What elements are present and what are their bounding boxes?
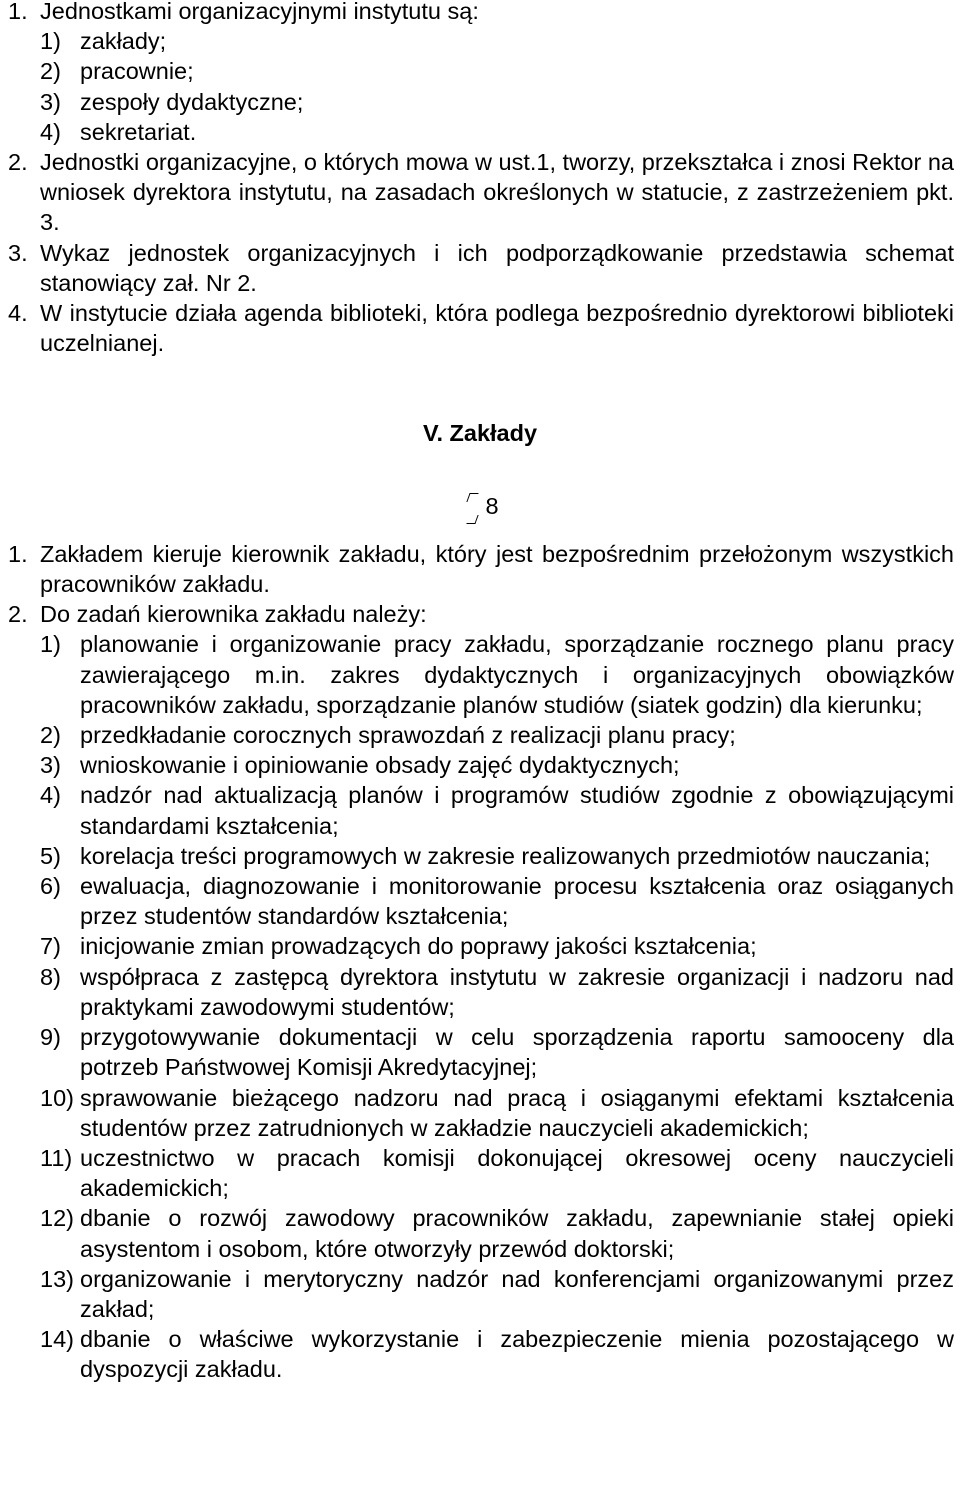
sub-item-text: uczestnictwo w pracach komisji dokonującej okresowej oceny nauczycieli akademickich;	[80, 1144, 954, 1202]
sub-item-number: 3)	[40, 88, 61, 115]
sub-item-number: 14)	[40, 1326, 74, 1353]
sub-item-number: 4)	[40, 782, 61, 809]
sub-item	[0, 117, 960, 147]
sub-item-text: przedkładanie corocznych sprawozdań z realizacji planu pracy;	[80, 722, 736, 749]
list-item-1	[0, 539, 960, 599]
sub-item-text: ewaluacja, diagnozowanie i monitorowanie procesu kształcenia oraz osiąganych przez studentów standardów kształcenia;	[80, 873, 954, 930]
sub-item-number: 1)	[40, 631, 61, 658]
sub-item-number: 12)	[40, 1205, 74, 1232]
sub-item-text: nadzór nad aktualizacją planów i programów studiów zgodnie z obowiązującymi standardami kształcenia;	[80, 782, 954, 839]
sub-item	[0, 931, 960, 961]
item-text: Wykaz jednostek organizacyjnych i ich podporządkowanie przedstawia schemat stanowiący zał. Nr 2.	[40, 239, 954, 296]
item-text: W instytucie działa agenda biblioteki, która podlega bezpośrednio dyrektorowi biblioteki uczelnianej.	[40, 300, 954, 357]
sub-item-text: dbanie o rozwój zawodowy pracowników zakładu, zapewnianie stałej opieki asystentom i osobom, które otworzyły przewód doktorski;	[80, 1205, 954, 1262]
sub-item	[0, 629, 960, 720]
sub-item-text: sprawowanie bieżącego nadzoru nad pracą i osiąganymi efektami kształcenia studentów przez zatrudnionych w zakładzie nauczycieli akademickich;	[80, 1084, 954, 1141]
sub-item-number: 6)	[40, 873, 61, 900]
sub-item	[0, 962, 960, 1022]
sub-item	[0, 1264, 960, 1324]
item-number: 2.	[8, 601, 28, 628]
sub-item-number: 7)	[40, 933, 61, 960]
sub-item-text: dbanie o właściwe wykorzystanie i zabezpieczenie mienia pozostającego w dyspozycji zakładu.	[80, 1326, 954, 1383]
sub-item-text: współpraca z zastępcą dyrektora instytutu w zakresie organizacji i nadzoru nad praktykami zawodowymi studentów;	[80, 963, 954, 1020]
item-text: Jednostki organizacyjne, o których mowa w ust.1, tworzy, przekształca i znosi Rektor na wniosek dyrektora instytutu, na zasadach określonych w statucie, z zastrzeżeniem pkt. 3.	[40, 149, 954, 236]
sub-item	[0, 1022, 960, 1082]
item-text: Zakładem kieruje kierownik zakładu, który jest bezpośrednim przełożonym wszystkich pracowników zakładu.	[40, 540, 954, 598]
sub-item	[0, 750, 960, 780]
item-number: 2.	[8, 149, 28, 176]
sub-item-text: sekretariat.	[80, 118, 197, 145]
sub-item-text: zakłady;	[80, 28, 167, 55]
list-item-4	[0, 298, 960, 358]
sub-item-text: wnioskowanie i opiniowanie obsady zajęć dydaktycznych;	[80, 752, 680, 779]
sub-item-text: planowanie i organizowanie pracy zakładu, sporządzanie rocznego planu pracy zawierającego m.in. zakres dydaktycznych i organizacyjnych obowiązków pracowników zakładu, sporządzanie planów studiów (siatek godzin) dla kierunku;	[80, 631, 954, 718]
sub-item-text: inicjowanie zmian prowadzących do poprawy jakości kształcenia;	[80, 933, 757, 960]
sub-item	[0, 841, 960, 871]
sub-item-number: 2)	[40, 58, 61, 85]
sub-item-number: 11)	[40, 1144, 73, 1171]
sub-item-text: pracownie;	[80, 58, 194, 85]
sub-item	[0, 780, 960, 840]
sub-item	[0, 56, 960, 86]
item-number: 3.	[8, 239, 28, 266]
paragraph-number: 8	[485, 492, 499, 519]
list-item-2	[0, 599, 960, 629]
list-item-1	[0, 0, 960, 26]
sub-item-number: 1)	[40, 28, 61, 55]
sub-item-number: 3)	[40, 752, 61, 779]
sub-item-text: przygotowywanie dokumentacji w celu sporządzenia raportu samooceny dla potrzeb Państwowej Komisji Akredytacyjnej;	[80, 1024, 954, 1081]
item-text: Jednostkami organizacyjnymi instytutu są:	[40, 0, 479, 24]
sub-item-number: 10)	[40, 1084, 74, 1111]
sub-item-text: organizowanie i merytoryczny nadzór nad konferencjami organizowanymi przez zakład;	[80, 1265, 954, 1322]
item-number: 1.	[8, 0, 28, 24]
sub-item-text: zespoły dydaktyczne;	[80, 88, 304, 115]
sub-item-text: korelacja treści programowych w zakresie realizowanych przedmiotów nauczania;	[80, 842, 931, 869]
sub-item	[0, 87, 960, 117]
sub-item-number: 9)	[40, 1024, 61, 1051]
section-heading: V. Zakłady	[422, 420, 538, 447]
sub-item	[0, 26, 960, 56]
item-number: 1.	[8, 540, 28, 567]
sub-item	[0, 1143, 960, 1203]
item-text: Do zadań kierownika zakładu należy:	[40, 601, 427, 628]
sub-item-number: 4)	[40, 118, 61, 145]
paragraph-marker	[0, 491, 960, 521]
sub-item	[0, 720, 960, 750]
item-number: 4.	[8, 300, 28, 327]
sub-item	[0, 871, 960, 931]
sub-item-number: 2)	[40, 722, 61, 749]
list-item-2	[0, 147, 960, 238]
sub-item	[0, 1083, 960, 1143]
sub-item	[0, 1203, 960, 1263]
section-sign-icon	[461, 491, 485, 521]
sub-item-number: 13)	[40, 1265, 74, 1292]
sub-item	[0, 1324, 960, 1384]
list-item-3	[0, 238, 960, 298]
sub-item-number: 5)	[40, 842, 61, 869]
sub-item-number: 8)	[40, 963, 61, 990]
